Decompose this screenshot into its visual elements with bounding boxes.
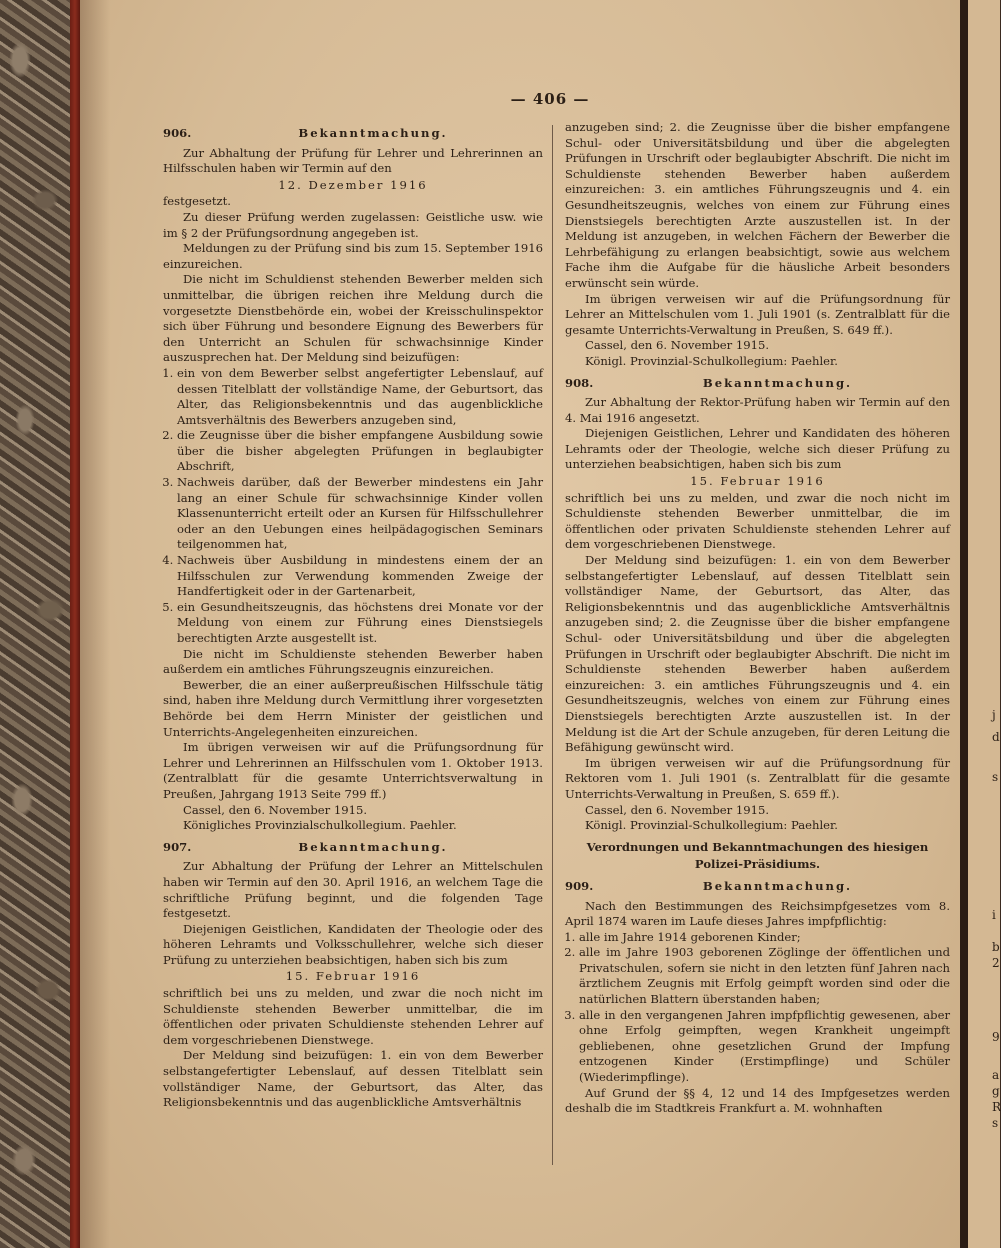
section-number: 909.	[565, 878, 594, 893]
left-column	[163, 120, 543, 1111]
paragraph: Die nicht im Schuldienst stehenden Bewerber melden sich unmittelbar, die übrigen reichen ihre Meldung durch die vorgesetzte Dienstbehörde ein, wobei der Kreisschulinspektor sich über Führung und besondere Eignung des Bewerbers für den Unterricht an Schulen für schwachsinnige Kinder auszusprechen hat. Der Meldung sind beizufügen:	[163, 272, 543, 365]
page-number: — 406 —	[510, 90, 590, 108]
paragraph: Bewerber, die an einer außerpreußischen Hilfsschule tätig sind, haben ihre Meldung durch Vermittlung ihrer vorgesetzten Behörde bei dem Herrn Minister der geistlichen und Unterrichts-Angelegenheiten einzureichen.	[163, 677, 543, 739]
list-item: 3. alle in den vergangenen Jahren impfpflichtig gewesenen, aber ohne Erfolg geimpften, wegen Krankheit ungeimpft gebliebenen, ohne gesetzlichen Grund der Impfung entzogenen Kinder (Erstimpflinge) und Schüler (Wiederimpflinge).	[579, 1008, 950, 1086]
place-date: Cassel, den 6. November 1915.	[585, 802, 770, 817]
page-gutter-shadow	[80, 0, 110, 1248]
section-908	[565, 376, 950, 834]
next-page-fragment: j	[992, 708, 996, 722]
list-item: 4. Nachweis über Ausbildung in mindestens einem der an Hilfsschulen zur Verwendung kommenden Zweige der Handfertigkeit oder in der Gartenarbeit,	[177, 553, 543, 600]
next-page-fragment: R	[992, 1100, 1001, 1114]
paragraph: Der Meldung sind beizufügen: 1. ein von dem Bewerber selbstangefertigter Lebenslauf, auf dessen Titelblatt sein vollständiger Name, der Geburtsort, das Alter, das Religionsbekenntnis und das augenblickliche Amtsverhältnis anzugeben sind; 2. die Zeugnisse über die bisher empfangene Schul- oder Universitätsbildung und über die abgelegten Prüfungen in Urschrift oder beglaubigter Abschrift. Die nicht im Schuldienste stehenden Bewerber haben außerdem einzureichen: 3. ein amtliches Führungszeugnis und 4. ein Gesundheitszeugnis, welches von einem zur Führung eines Dienstsiegels berechtigten Arzte auszustellen ist. In der Meldung ist die Art der Schule anzugeben, für deren Leitung die Befähigung gewünscht wird.	[565, 553, 950, 755]
paragraph: Diejenigen Geistlichen, Lehrer und Kandidaten des höheren Lehramts oder der Theologie, welche sich dieser Prüfung zu unterziehen beabsichtigen, haben sich bis zum	[565, 426, 950, 472]
section-907	[163, 840, 543, 1111]
next-page-fragment: 9	[992, 1030, 1000, 1044]
place-date: Cassel, den 6. November 1915.	[183, 802, 368, 817]
section-number: 907.	[163, 839, 192, 854]
column-divider	[552, 125, 553, 1165]
police-heading: Verordnungen und Bekanntmachungen des hiesigen	[586, 839, 929, 854]
next-page-fragment: b	[992, 940, 1000, 954]
page-divider	[960, 0, 968, 1248]
next-page-fragment: i	[992, 908, 996, 922]
police-subheading: Polizei-Präsidiums.	[694, 857, 821, 872]
list-item: 3. Nachweis darüber, daß der Bewerber mindestens ein Jahr lang an einer Schule für schwachsinnige Kinder vollen Klassenunterricht erteilt oder an Kursen für Hilfsschullehrer oder an den Uebungen eines heilpädagogischen Seminars teilgenommen hat,	[177, 475, 543, 553]
exam-date: 15. Februar 1916	[690, 474, 825, 489]
section-title: Bekanntmachung.	[298, 839, 448, 854]
next-page-fragment: g	[992, 1084, 1000, 1098]
vaccination-list	[565, 930, 950, 1086]
signature: Königliches Provinzialschulkollegium. Paehler.	[183, 818, 457, 833]
next-page-fragment: 2	[992, 956, 1000, 970]
book-spine	[70, 0, 80, 1248]
list-item: 1. alle im Jahre 1914 geborenen Kinder;	[579, 930, 950, 946]
next-page-fragment: a	[992, 1068, 1000, 1082]
paragraph: Im übrigen verweisen wir auf die Prüfungsordnung für Lehrer an Mittelschulen vom 1. Juli 1901 (s. Zentralblatt für die gesamte Unterrichts-Verwaltung in Preußen, S. 649 ff.).	[565, 291, 950, 337]
requirements-list	[163, 366, 543, 647]
section-title: Bekanntmachung.	[702, 375, 853, 390]
section-title: Bekanntmachung.	[702, 878, 853, 893]
exam-date: 15. Februar 1916	[285, 969, 421, 984]
paragraph: Zur Abhaltung der Rektor-Prüfung haben wir Termin auf den 4. Mai 1916 angesetzt.	[565, 395, 950, 425]
paragraph: Zur Abhaltung der Prüfung der Lehrer an Mittelschulen haben wir Termin auf den 30. April 1916, an welchem Tage die schriftliche Prüfung beginnt, und die folgenden Tage festgesetzt.	[163, 859, 543, 921]
paragraph: Im übrigen verweisen wir auf die Prüfungsordnung für Lehrer und Lehrerinnen an Hilfsschulen vom 1. Oktober 1913. (Zentralblatt für die gesamte Unterrichtsverwaltung in Preußen, Jahrgang 1913 Seite 799 ff.)	[163, 740, 543, 801]
section-number: 906.	[163, 126, 192, 140]
paragraph: anzugeben sind; 2. die Zeugnisse über die bisher empfangene Schul- oder Universitätsbildung und über die abgelegten Prüfungen in Urschrift oder beglaubigter Abschrift. Die nicht im Schuldienste stehenden Bewerber haben außerdem einzureichen: 3. ein amtliches Führungszeugnis und 4. ein Gesundheitszeugnis, welches von einem zur Führung eines Dienstsiegels berechtigten Arzte auszustellen ist. In der Meldung ist anzugeben, in welchen Fächern der Bewerber die Lehrbefähigung zu erlangen beabsichtigt, sowie aus welchem Fache ihm die Aufgabe für die häusliche Arbeit besonders erwünscht sein würde.	[565, 120, 950, 290]
right-column	[565, 120, 950, 1117]
next-page-edge	[968, 0, 1000, 1248]
next-page-fragment: s	[992, 1116, 999, 1130]
place-date: Cassel, den 6. November 1915.	[585, 338, 770, 353]
list-item: 2. alle im Jahre 1903 geborenen Zöglinge der öffentlichen und Privatschulen, sofern sie nicht in den letzten fünf Jahren nach ärztlichem Zeugnis mit Erfolg geimpft worden sind oder die natürlichen Blattern überstanden haben;	[579, 945, 950, 1007]
next-page-fragment: s	[992, 770, 999, 784]
paragraph: festgesetzt.	[163, 194, 231, 209]
section-909	[565, 879, 950, 1117]
paragraph: Im übrigen verweisen wir auf die Prüfungsordnung für Rektoren vom 1. Juli 1901 (s. Zentralblatt für die gesamte Unterrichts-Verwaltung in Preußen, S. 659 ff.).	[565, 755, 950, 801]
list-item: 5. ein Gesundheitszeugnis, das höchstens drei Monate vor der Meldung von einem zur Führung eines Dienstsiegels berechtigten Arzte ausgestellt ist.	[177, 600, 543, 647]
section-title: Bekanntmachung.	[298, 126, 448, 140]
paragraph: Diejenigen Geistlichen, Kandidaten der Theologie oder des höheren Lehramts und Volksschullehrer, welche sich dieser Prüfung zu unterziehen beabsichtigen, haben sich bis zum	[163, 921, 543, 967]
book-cover-marble	[0, 0, 70, 1248]
paragraph: Die nicht im Schuldienste stehenden Bewerber haben außerdem ein amtliches Führungszeugnis einzureichen.	[163, 646, 543, 677]
paragraph: Der Meldung sind beizufügen: 1. ein von dem Bewerber selbstangefertigter Lebenslauf, auf dessen Titelblatt sein vollständiger Name, der Geburtsort, das Alter, das Religionsbekenntnis und das augenblickliche Amtsverhältnis	[163, 1048, 543, 1110]
list-item: 1. ein von dem Bewerber selbst angefertigter Lebenslauf, auf dessen Titelblatt der vollständige Name, der Geburtsort, das Alter, das Religionsbekenntnis und das augenblickliche Amtsverhältnis des Bewerbers anzugeben sind,	[177, 366, 543, 428]
paragraph: schriftlich bei uns zu melden, und zwar die noch nicht im Schuldienste stehenden Bewerber unmittelbar, die im öffentlichen oder privaten Schuldienste stehenden Lehrer auf dem vorgeschriebenen Dienstwege.	[163, 986, 543, 1047]
list-item: 2. die Zeugnisse über die bisher empfangene Ausbildung sowie über die bisher abgelegten Prüfungen in beglaubigter Abschrift,	[177, 428, 543, 475]
next-page-fragment: d	[992, 730, 1000, 744]
signature: Königl. Provinzial-Schulkollegium: Paehler.	[585, 818, 838, 833]
paragraph: Nach den Bestimmungen des Reichsimpfgesetzes vom 8. April 1874 waren im Laufe dieses Jahres impfpflichtig:	[565, 898, 950, 929]
paragraph: Zu dieser Prüfung werden zugelassen: Geistliche usw. wie im § 2 der Prüfungsordnung angegeben ist.	[163, 209, 543, 240]
paragraph: Meldungen zu der Prüfung sind bis zum 15. September 1916 einzureichen.	[163, 241, 543, 271]
paragraph: schriftlich bei uns zu melden, und zwar die noch nicht im Schuldienste stehenden Bewerber unmittelbar, die im öffentlichen oder privaten Schuldienste stehenden Lehrer auf dem vorgeschriebenen Dienstwege.	[565, 490, 950, 552]
exam-date: 12. Dezember 1916	[278, 177, 428, 192]
signature: Königl. Provinzial-Schulkollegium: Paehler.	[585, 353, 838, 368]
paragraph: Auf Grund der §§ 4, 12 und 14 des Impfgesetzes werden deshalb die im Stadtkreis Frankfurt a. M. wohnhaften	[565, 1085, 950, 1116]
section-number: 908.	[565, 375, 594, 390]
paragraph: Zur Abhaltung der Prüfung für Lehrer und Lehrerinnen an Hilfsschulen haben wir Termin auf den	[163, 145, 543, 176]
section-906	[163, 126, 543, 834]
